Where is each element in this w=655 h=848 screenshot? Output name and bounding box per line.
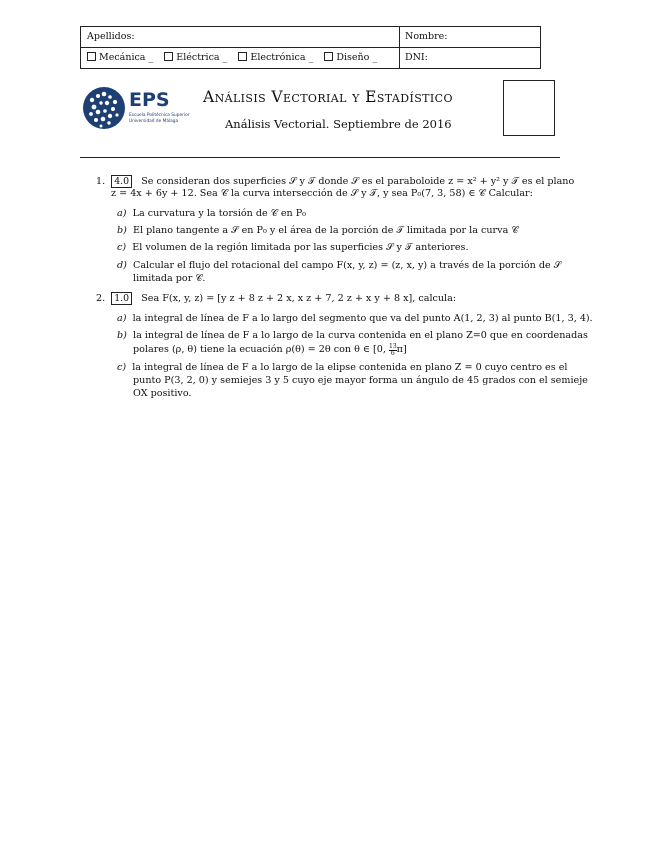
- photo-box: [503, 80, 555, 136]
- list-item: a) la integral de línea de F a lo largo del segmento que va del punto A(1, 2, 3) al punto B(1, 3, 4).: [117, 313, 593, 324]
- list-item: d) Calcular el flujo del rotacional del campo F(x, y, z) = (z, x, y) a través de la porción de 𝒮: [117, 260, 562, 271]
- option-electrica[interactable]: Eléctrica _: [164, 52, 227, 63]
- table-divider: [81, 47, 540, 48]
- header-rule: [80, 157, 560, 158]
- problem-1-intro: [96, 175, 574, 188]
- problem-text: z = 4x + 6y + 12. Sea 𝒞 la curva intersección de 𝒮 y 𝒯, y sea P₀(7, 3, 58) ∈ 𝒞 Calcular:: [111, 188, 533, 199]
- course-title: Análisis Vectorial y Estadístico: [203, 88, 453, 106]
- nombre-label: Nombre:: [405, 31, 448, 42]
- logo-text: EPS: [129, 89, 170, 111]
- list-item-continuation: polares (ρ, θ) tiene la ecuación ρ(θ) = 2θ con θ ∈ [0, $\frac{13}{6}$ π]: [133, 343, 407, 357]
- fraction: $\frac{13}{6}$: [389, 343, 397, 357]
- checkbox-icon[interactable]: [164, 52, 173, 61]
- score-badge: 4.0: [111, 175, 132, 188]
- exam-subtitle: Análisis Vectorial. Septiembre de 2016: [225, 117, 452, 131]
- eps-logo: [82, 86, 190, 131]
- option-diseno[interactable]: Diseño _: [324, 52, 377, 63]
- apellidos-label: Apellidos:: [87, 31, 135, 42]
- checkbox-icon[interactable]: [238, 52, 247, 61]
- list-item-continuation: limitada por 𝒞.: [133, 273, 206, 284]
- option-mecanica[interactable]: Mecánica _: [87, 52, 153, 63]
- student-info-table: [80, 26, 541, 69]
- list-item: c) la integral de línea de F a lo largo de la elipse contenida en plano Z = 0 cuyo centro es el: [117, 362, 568, 373]
- dni-label: DNI:: [405, 52, 428, 63]
- problem-number: 1.: [96, 176, 106, 187]
- list-item-continuation: OX positivo.: [133, 388, 192, 399]
- table-divider: [399, 27, 400, 68]
- list-item: b) la integral de línea de F a lo largo de la curva contenida en el plano Z=0 que en coordenadas: [117, 330, 588, 341]
- problem-text: Se consideran dos superficies 𝒮 y 𝒯 donde 𝒮 es el paraboloide z = x² + y² y 𝒯 es el plano: [141, 176, 575, 187]
- problem-text: Sea F(x, y, z) = [y z + 8 z + 2 x, x z + 7, 2 z + x y + 8 x], calcula:: [141, 293, 457, 304]
- logo-subtext: Universidad de Málaga: [129, 119, 179, 124]
- list-item: a) La curvatura y la torsión de 𝒞 en P₀: [117, 208, 307, 219]
- logo-subtext: Escuela Politécnica Superior: [129, 113, 190, 118]
- list-item-continuation: punto P(3, 2, 0) y semiejes 3 y 5 cuyo eje mayor forma un ángulo de 45 grados con el semieje: [133, 375, 588, 386]
- checkbox-icon[interactable]: [324, 52, 333, 61]
- list-item: b) El plano tangente a 𝒮 en P₀ y el área de la porción de 𝒯 limitada por la curva 𝒞: [117, 225, 519, 236]
- problem-number: 2.: [96, 293, 106, 304]
- degree-options: [87, 52, 385, 63]
- score-badge: 1.0: [111, 292, 132, 305]
- problem-2-intro: [96, 292, 456, 305]
- list-item: c) El volumen de la región limitada por las superficies 𝒮 y 𝒯 anteriores.: [117, 242, 469, 253]
- option-electronica[interactable]: Electrónica _: [238, 52, 313, 63]
- checkbox-icon[interactable]: [87, 52, 96, 61]
